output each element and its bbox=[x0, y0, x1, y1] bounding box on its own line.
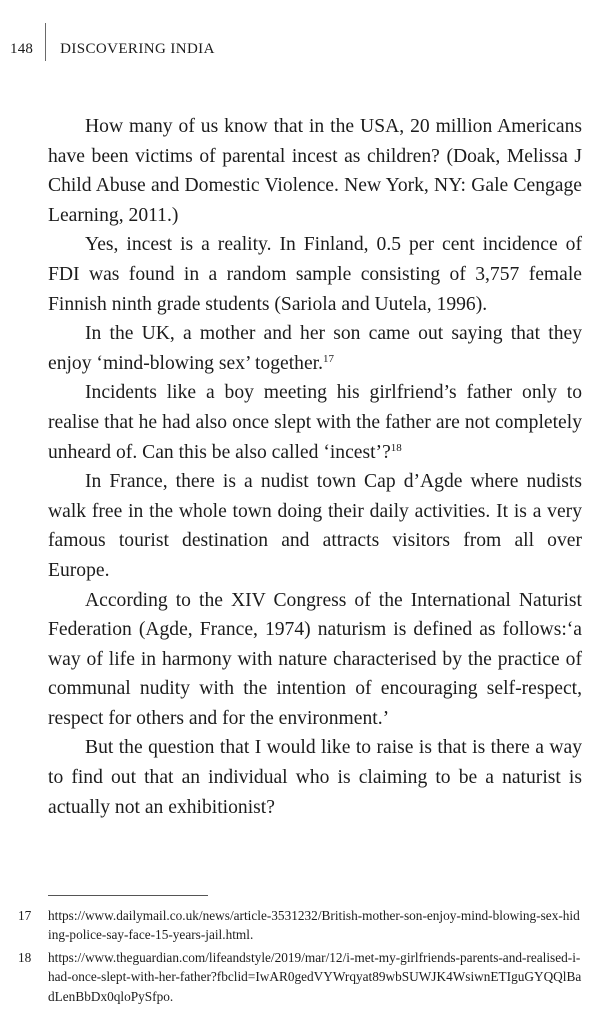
paragraph bbox=[48, 319, 582, 378]
paragraph bbox=[48, 112, 582, 230]
paragraph-text: How many of us know that in the USA, 20 million Americans have been victims of parental incest as children? (Doak, Melissa J Child Abuse and Domestic Violence. New York, NY: Gale Cengage Learning, 2011.) bbox=[48, 116, 582, 226]
footnotes bbox=[18, 895, 582, 1009]
paragraph bbox=[48, 378, 582, 467]
footnote-url[interactable]: https://www.theguardian.com/lifeandstyle/2019/mar/12/i-met-my-girlfriends-parents-and-realised-i-had-once-slept-with-her-father?fbclid=IwAR0gedVYWrqyat89wbSUWJK4WsiwnETIguGYQQlBadLenBbDx0qloPySfpo. bbox=[48, 949, 582, 1004]
running-head bbox=[10, 34, 215, 64]
paragraph-text: In France, there is a nudist town Cap d’Agde where nudists walk free in the whole town doing their daily activities. It is a very famous tourist destination and attracts visitors from all over Europe. bbox=[48, 471, 582, 581]
paragraph bbox=[48, 733, 582, 822]
footnote-divider bbox=[48, 895, 208, 896]
footnote bbox=[18, 948, 582, 1006]
paragraph-text: Incidents like a boy meeting his girlfriend’s father only to realise that he had also once slept with the father are not completely unheard of. Can this be also called ‘incest’? bbox=[48, 382, 582, 463]
footnote-ref[interactable]: 18 bbox=[390, 441, 402, 454]
paragraph bbox=[48, 586, 582, 734]
paragraph-text: According to the XIV Congress of the International Naturist Federation (Agde, France, 1974) naturism is defined as follows:‘a way of life in harmony with nature characterised by the practice of communal nudity with the intention of encouraging self-respect, respect for others and for the environment.’ bbox=[48, 589, 582, 729]
footnote-url[interactable]: https://www.dailymail.co.uk/news/article-3531232/British-mother-son-enjoy-mind-blowing-sex-hiding-police-say-face-15-years-jail.html. bbox=[48, 908, 580, 943]
footnote-ref[interactable]: 17 bbox=[322, 352, 334, 365]
paragraph-text: Yes, incest is a reality. In Finland, 0.5 per cent incidence of FDI was found in a random sample consisting of 3,757 female Finnish ninth grade students (Sariola and Uutela, 1996). bbox=[48, 234, 582, 315]
page-number: 148 bbox=[10, 40, 34, 57]
footnote-number: 18 bbox=[18, 949, 32, 965]
paragraph bbox=[48, 230, 582, 319]
paragraph-text: In the UK, a mother and her son came out saying that they enjoy ‘mind-blowing sex’ together. bbox=[48, 323, 582, 374]
body-text bbox=[48, 112, 582, 822]
paragraph bbox=[48, 467, 582, 585]
book-title: DISCOVERING INDIA bbox=[60, 40, 215, 57]
footnote-number: 17 bbox=[18, 908, 32, 923]
paragraph-text: But the question that I would like to raise is that is there a way to find out that an individual who is claiming to be a naturist is actually not an exhibitionist? bbox=[48, 737, 582, 818]
footnote bbox=[18, 906, 582, 945]
